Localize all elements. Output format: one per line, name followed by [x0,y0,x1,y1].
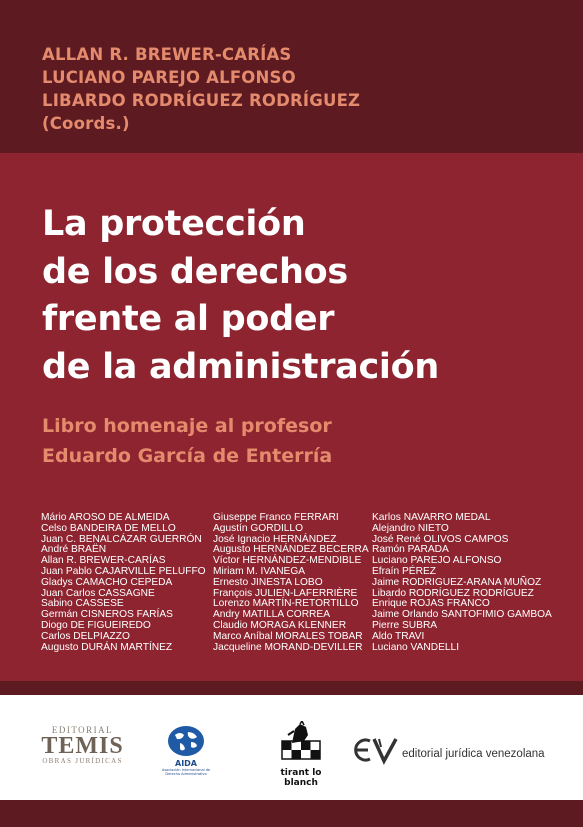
contributor-name: Jacqueline MORAND-DEVILLER [213,641,363,653]
tirant-logo [266,721,336,788]
book-subtitle [42,411,332,471]
temis-name: TEMIS [41,733,124,759]
contributor-name: Giuseppe Franco FERRARI [213,512,339,523]
title-panel [0,153,583,681]
publishers-strip [0,695,583,800]
contributor-name: Claudio MORAGA KLENNER [213,619,347,631]
contributor-name: Augusto DURÁN MARTÍNEZ [41,641,173,653]
ejv-name: editorial jurídica venezolana [402,748,545,760]
contributor-name: Enrique ROJAS FRANCO [372,598,490,610]
contributor-name: Celso BANDEIRA DE MELLO [41,522,176,534]
contributor-name: Gladys CAMACHO CEPEDA [41,576,173,588]
contributor-name: Carlos DELPIAZZO [41,630,130,642]
authors-band [0,0,583,153]
contributor-name: Agustín GORDILLO [213,522,304,534]
contributor-name: Miriam M. IVANEGA [213,565,306,577]
contributor-name: François JULIEN-LAFERRIÈRE [213,587,358,599]
contributor-name: Libardo RODRÍGUEZ RODRÍGUEZ [372,587,534,599]
contributors-column-2 [213,513,369,653]
contributor-name: Juan Carlos CASSAGNE [41,587,155,599]
contributor-name: Sabino CASSESE [41,598,124,610]
temis-top-label: EDITORIAL [51,725,114,735]
contributor-name: José René OLIVOS CAMPOS [372,533,509,545]
contributor-name: Luciano PAREJO ALFONSO [372,555,502,567]
contributor-name: Augusto HERNÁNDEZ BECERRA [213,544,369,556]
contributors-column-1 [41,513,206,653]
contributor-name: Karlos NAVARRO MEDAL [372,512,491,523]
contributor-name: Ernesto JINESTA LOBO [213,576,323,588]
title-line: de la administración [42,346,439,387]
subtitle-line: Libro homenaje al profesor [42,415,332,437]
title-line: La protección [42,204,306,244]
contributor-name: Alejandro NIETO [372,522,449,534]
contributor-name: José Ignacio HERNÁNDEZ [213,533,337,545]
book-title [42,201,439,391]
temis-subtitle: OBRAS JURÍDICAS [42,757,123,765]
contributor-name: Luciano VANDELLI [372,641,460,653]
tirant-name: tirant lo blanch [280,768,322,788]
ejv-logo [350,735,560,765]
contributor-name: Aldo TRAVI [372,630,425,642]
coordinators-label: (Coords.) [42,114,130,133]
divider-band [0,681,583,695]
contributor-name: Andry MATILLA CORREA [213,609,331,621]
coordinator-name: LIBARDO RODRÍGUEZ RODRÍGUEZ [42,91,361,110]
aida-tagline: Asociación Internacional de Derecho Administrativo [161,768,211,776]
temis-logo [40,725,125,765]
contributor-name: Lorenzo MARTÍN-RETORTILLO [213,598,359,610]
contributor-name: Germán CISNEROS FARÍAS [41,609,173,621]
knight-icon [278,748,324,767]
contributor-name: Ramón PARADA [372,544,449,556]
aida-name: AIDA [175,759,197,768]
coordinator-name: ALLAN R. BREWER-CARÍAS [42,45,292,64]
title-line: frente al poder [42,299,335,339]
contributors-column-3 [372,513,552,653]
contributor-name: Jaime Orlando SANTOFIMIO GAMBOA [372,609,552,621]
contributor-name: Pierre SUBRA [372,619,438,631]
title-line: de los derechos [42,251,348,292]
contributor-name: Juan C. BENALCÁZAR GUERRÓN [41,533,202,545]
coordinators-list [42,43,360,135]
contributor-name: Efraín PÉREZ [372,565,436,577]
contributor-name: Juan Pablo CAJARVILLE PELUFFO [41,565,206,577]
coordinator-name: LUCIANO PAREJO ALFONSO [42,68,296,87]
bottom-band [0,800,583,827]
contributor-name: Víctor HERNÁNDEZ-MENDIBLE [213,555,362,567]
contributor-name: Mário AROSO DE ALMEIDA [41,512,170,523]
contributor-name: Diogo DE FIGUEIREDO [41,619,151,631]
subtitle-line: Eduardo García de Enterría [42,445,333,467]
contributor-name: Marco Aníbal MORALES TOBAR [213,630,363,642]
contributor-name: Jaime RODRIGUEZ-ARANA MUÑOZ [372,576,542,588]
aida-logo [160,725,212,776]
contributor-name: Allan R. BREWER-CARÍAS [41,555,166,567]
contributor-name: André BRAËN [41,544,107,556]
